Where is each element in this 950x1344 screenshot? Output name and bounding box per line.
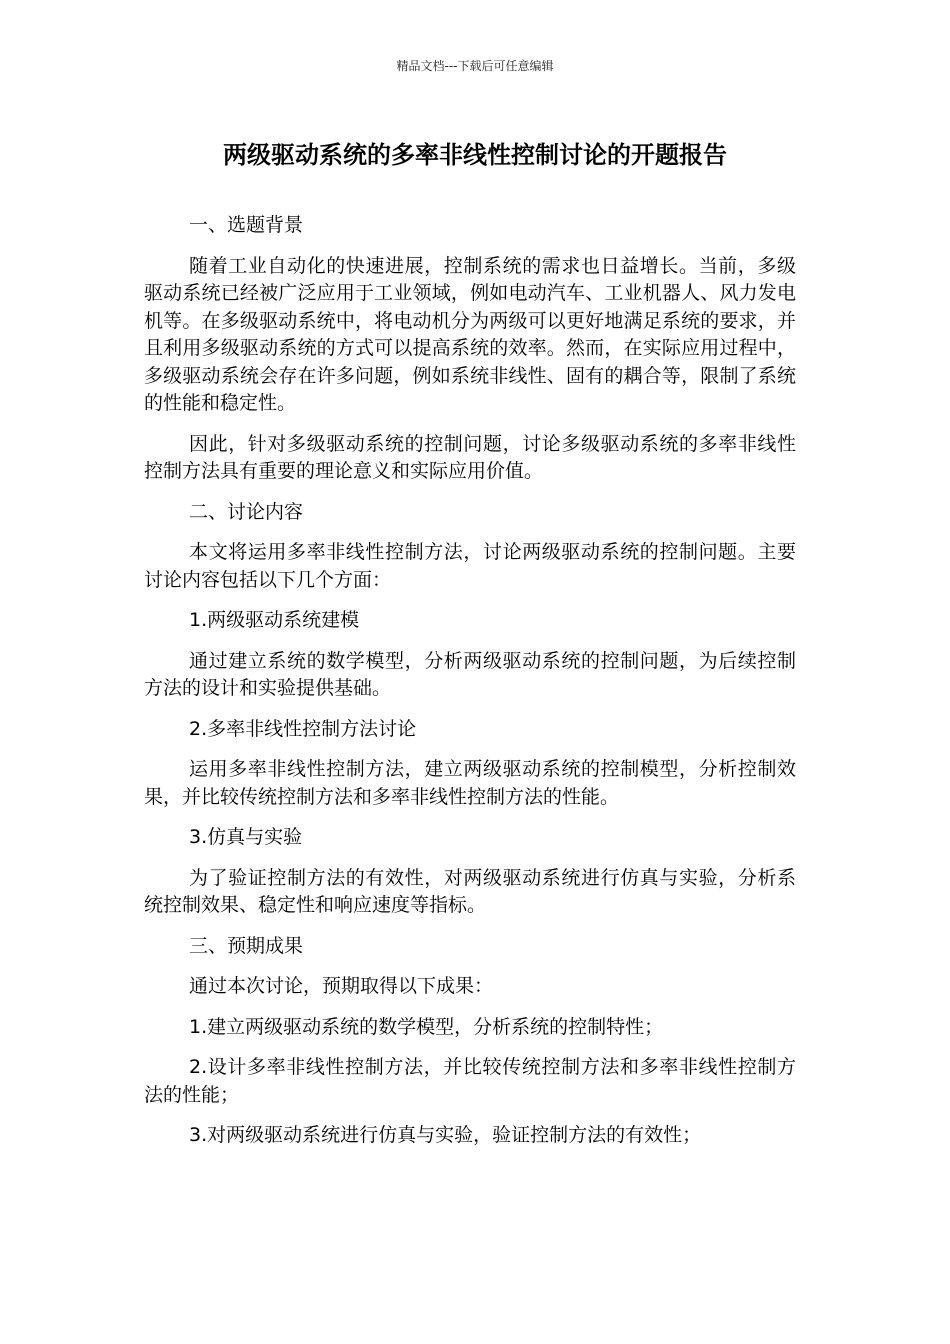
paragraph-background: 随着工业自动化的快速进展，控制系统的需求也日益增长。当前，多级驱动系统已经被广泛应用于工业领域，例如电动汽车、工业机器人、风力发电机等。在多级驱动系统中，将电动机分为两级可以更好地满足系统的要求，并且利用多级驱动系统的方式可以提高系统的效率。然而，在实际应用过程中，多级驱动系统会存在许多问题，例如系统非线性、固有的耦合等，限制了系统的性能和稳定性。	[144, 254, 796, 414]
list-item-outcome-1: 1.建立两级驱动系统的数学模型，分析系统的控制特性；	[189, 1015, 664, 1038]
page-header-note: 精品文档---下载后可任意编辑	[396, 59, 554, 73]
paragraph-outcomes-intro: 通过本次讨论，预期取得以下成果：	[189, 975, 494, 997]
paragraph-modeling: 通过建立系统的数学模型，分析两级驱动系统的控制问题，为后续控制方法的设计和实验提供基础。	[144, 649, 796, 699]
document-body	[144, 212, 796, 1163]
section-heading-content: 二、讨论内容	[189, 500, 304, 523]
paragraph-simulation: 为了验证控制方法的有效性，对两级驱动系统进行仿真与实验，分析系统控制效果、稳定性和响应速度等指标。	[144, 866, 796, 916]
list-item-outcome-2: 2.设计多率非线性控制方法，并比较传统控制方法和多率非线性控制方法的性能；	[144, 1056, 796, 1106]
section-heading-background: 一、选题背景	[189, 214, 304, 236]
section-heading-outcomes: 三、预期成果	[189, 934, 304, 957]
paragraph-control-method: 运用多率非线性控制方法，建立两级驱动系统的控制模型，分析控制效果，并比较传统控制方法和多率非线性控制方法的性能。	[144, 758, 796, 808]
paragraph-significance: 因此，针对多级驱动系统的控制问题，讨论多级驱动系统的多率非线性控制方法具有重要的理论意义和实际应用价值。	[144, 432, 796, 482]
list-item-outcome-3: 3.对两级驱动系统进行仿真与实验，验证控制方法的有效性；	[189, 1124, 702, 1146]
subheading-simulation: 3.仿真与实验	[189, 826, 303, 848]
document-title: 两级驱动系统的多率非线性控制讨论的开题报告	[223, 141, 727, 169]
paragraph-content-intro: 本文将运用多率非线性控制方法，讨论两级驱动系统的控制问题。主要讨论内容包括以下几个方面：	[144, 541, 796, 591]
subheading-control-method: 2.多率非线性控制方法讨论	[189, 717, 417, 740]
subheading-modeling: 1.两级驱动系统建模	[189, 609, 360, 631]
